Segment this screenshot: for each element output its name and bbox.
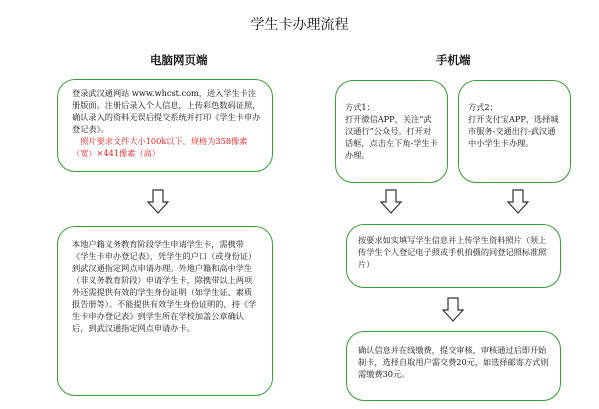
- mobile-method2-text: 方式2： 打开支付宝APP，选择城市服务-交通出行-武汉通中小学生卡办理。: [468, 102, 559, 148]
- pc-step1-note: 照片要求文件大小100k以下，规格为358像素（宽）×441像素（高）: [72, 136, 248, 158]
- pc-step1-text: 登录武汉通网站 www.whcst.com，进入学生卡注册版面。注册后录入个人信息，上传彩色数码证照，确认录入的资料无误后提交系统并打印《学生卡申办登记表》。: [72, 88, 261, 134]
- mobile-method1-box: [335, 80, 448, 183]
- mobile-down-arrow-icon-3: [441, 297, 465, 323]
- mobile-step3-text: 确认信息并在线缴费，提交审核，审核通过后即开始制卡，选择自取用户需交费20元，如选择邮寄方式则需缴费30元。: [358, 345, 549, 379]
- mobile-step2-text: 按要求如实填写学生信息并上传学生资料照片（须上传学生个人登记电子照或手机拍摄的同登记照标准照片）: [358, 235, 547, 269]
- pc-heading: 电脑网页端: [150, 53, 208, 67]
- page-title: 学生卡办理流程: [250, 17, 349, 33]
- mobile-heading: 手机端: [436, 53, 471, 67]
- mobile-down-arrow-icon-2: [506, 189, 530, 215]
- mobile-method2-box: [458, 80, 571, 183]
- mobile-step2-box: [346, 224, 561, 288]
- pc-step1-box: [57, 79, 273, 172]
- mobile-method1-text: 方式1： 打开微信APP，关注“武汉通行”公众号。打开对话框，点击左下角-学生卡办理。: [345, 102, 438, 160]
- pc-step2-box: [57, 226, 273, 396]
- pc-down-arrow-icon: [146, 189, 170, 215]
- pc-step2-text: 本地户籍义务教育阶段学生申请学生卡，需携带《学生卡申办登记表》，凭学生的户口（或身份证）到武汉通指定网点申请办理。外地户籍和高中学生（非义务教育阶段）申请学生卡，除携带以上两项外还需提供有效的学生身份证明（如学生证、素质报告册等）。不能提供有效学生身份证明的，持《学生卡申办登记表》到学生所在学校加盖公章确认后，到武汉通指定网点申请办卡。: [72, 239, 257, 333]
- mobile-down-arrow-icon-1: [379, 189, 403, 215]
- mobile-step3-box: [346, 331, 561, 401]
